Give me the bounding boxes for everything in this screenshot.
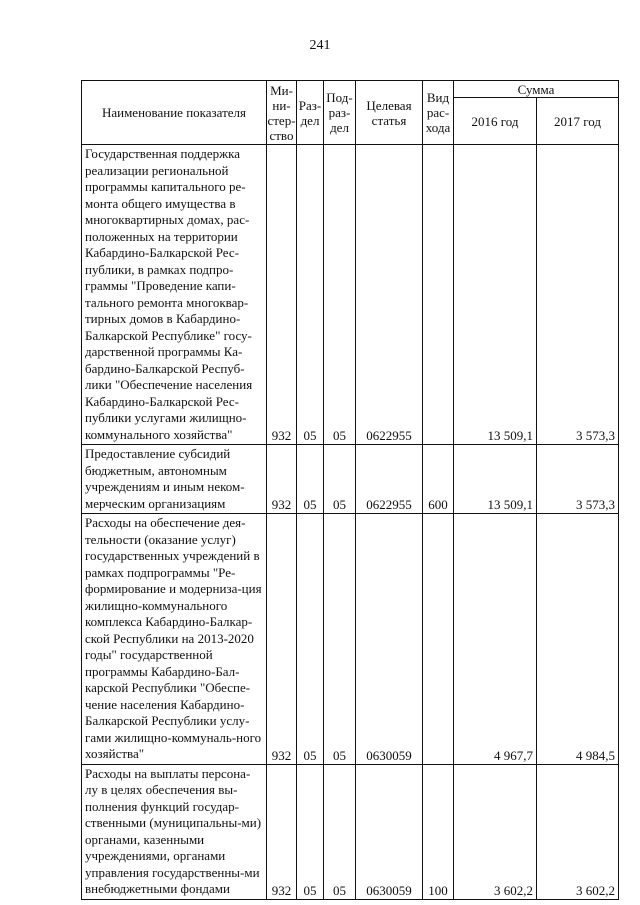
row-2016: 3 602,2 (454, 764, 537, 899)
row-2017: 3 602,2 (537, 764, 619, 899)
row-section: 05 (297, 145, 324, 445)
table-row (82, 514, 619, 765)
row-type: 100 (423, 764, 454, 899)
row-ministry: 932 (267, 445, 297, 514)
header-expense-type: Вид рас- хода (423, 81, 454, 145)
header-section: Раз- дел (297, 81, 324, 145)
budget-table (81, 80, 619, 900)
row-type (423, 145, 454, 445)
row-2016: 13 509,1 (454, 145, 537, 445)
row-section: 05 (297, 514, 324, 765)
row-type: 600 (423, 445, 454, 514)
row-section: 05 (297, 445, 324, 514)
row-ministry: 932 (267, 145, 297, 445)
row-subsection: 05 (324, 514, 356, 765)
header-year-2017: 2017 год (537, 98, 619, 145)
row-2017: 3 573,3 (537, 445, 619, 514)
row-ministry: 932 (267, 514, 297, 765)
row-subsection: 05 (324, 145, 356, 445)
row-target: 0622955 (356, 445, 423, 514)
row-type (423, 514, 454, 765)
table-row (82, 764, 619, 899)
row-target: 0630059 (356, 514, 423, 765)
header-ministry: Ми- ни- стер- ство (267, 82, 296, 143)
row-2016: 4 967,7 (454, 514, 537, 765)
page-number: 241 (309, 38, 331, 53)
row-subsection: 05 (324, 445, 356, 514)
table-row (82, 145, 619, 445)
header-target-article: Целевая статья (356, 81, 423, 145)
row-subsection: 05 (324, 764, 356, 899)
header-name: Наименование показателя (82, 81, 267, 145)
row-name: Предоставление субсидий бюджетным, автономным учреждениям и иным неком-мерческим организациям (82, 445, 267, 514)
table-row (82, 445, 619, 514)
row-target: 0622955 (356, 145, 423, 445)
header-year-2016: 2016 год (454, 98, 537, 145)
row-target: 0630059 (356, 764, 423, 899)
row-ministry: 932 (267, 764, 297, 899)
row-2017: 4 984,5 (537, 514, 619, 765)
row-name: Государственная поддержка реализации региональной программы капитального ре-монта общего имущества в многоквартирных домах, рас-положенных на территории Кабардино-Балкарской Рес-публики, в рамках подпро-граммы "Проведение капи-тального ремонта многоквар-тирных домов в Кабардино-Балкарской Республике" госу-дарственной программы Ка-бардино-Балкарской Респуб-лики "Обеспечение населения Кабардино-Балкарской Рес-публики услугами жилищно-коммунального хозяйства" (82, 145, 267, 445)
header-subsection: Под- раз- дел (324, 81, 356, 145)
row-name: Расходы на обеспечение дея-тельности (оказание услуг) государственных учреждений в рамках подпрограммы "Ре-формирование и модерниза-ция жилищно-коммунального комплекса Кабардино-Балкар-ской Республики на 2013-2020 годы" государственной программы Кабардино-Бал-карской Республики "Обеспе-чение населения Кабардино-Балкарской Республики услу-гами жилищно-коммуналь-ного хозяйства" (82, 514, 267, 765)
row-section: 05 (297, 764, 324, 899)
header-sum: Сумма (454, 81, 619, 98)
row-name: Расходы на выплаты персона-лу в целях обеспечения вы-полнения функций государ-ственными (муниципальны-ми) органами, казенными учреждениями, органами управления государственны-ми внебюджетными фондами (82, 764, 267, 899)
row-2017: 3 573,3 (537, 145, 619, 445)
row-2016: 13 509,1 (454, 445, 537, 514)
